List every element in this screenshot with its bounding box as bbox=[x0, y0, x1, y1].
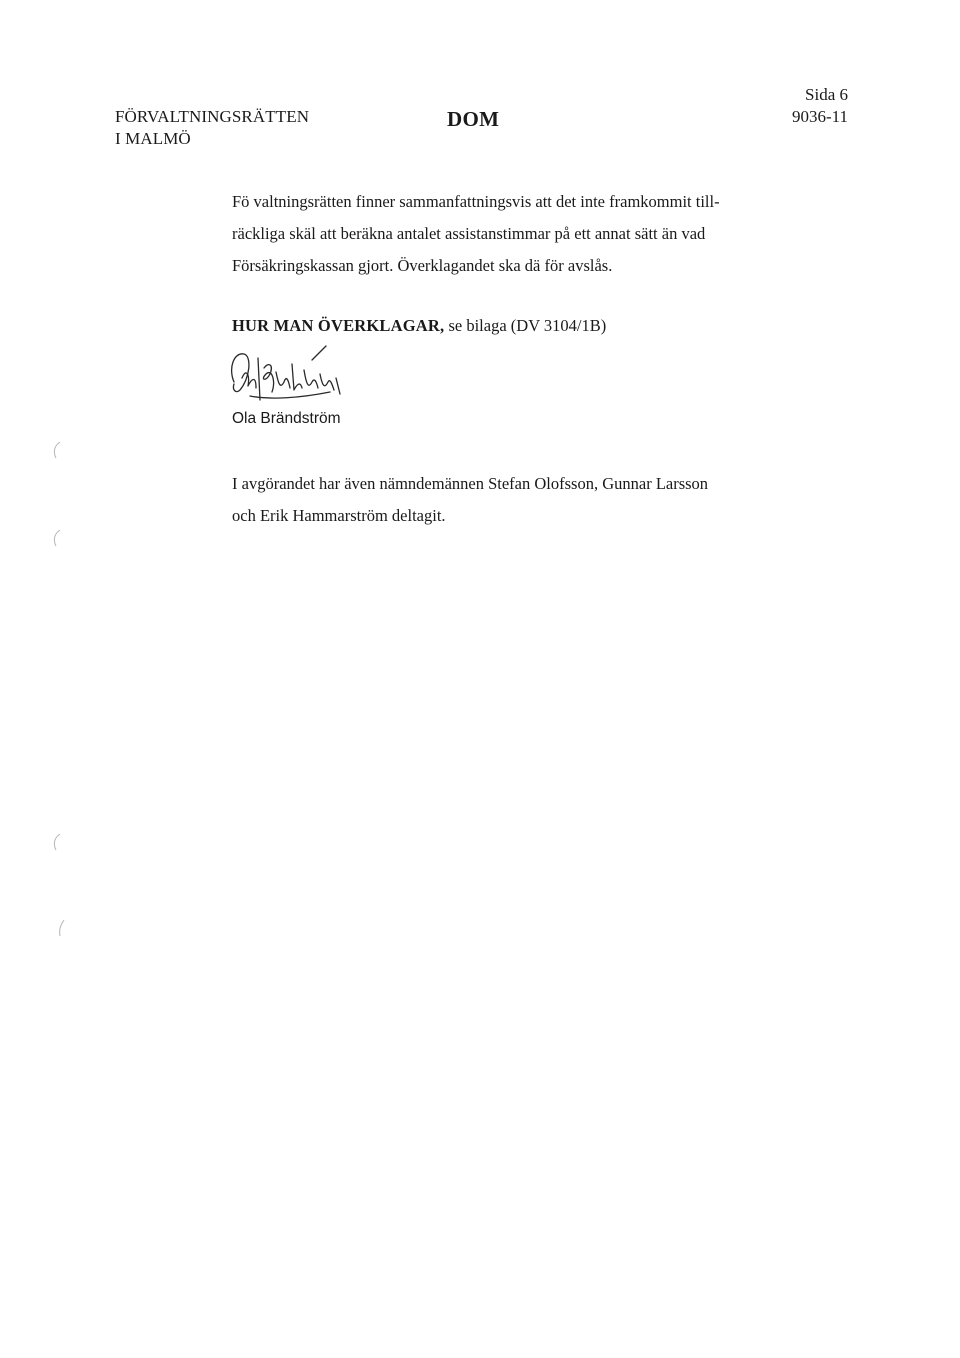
scan-mark bbox=[50, 832, 64, 852]
document-type: DOM bbox=[447, 107, 500, 131]
conclusion-paragraph bbox=[232, 186, 792, 282]
signer-name: Ola Brändström bbox=[232, 410, 341, 427]
court-name-line2: I MALMÖ bbox=[115, 129, 191, 148]
page-number: Sida 6 bbox=[805, 85, 848, 104]
conclusion-line: Försäkringskassan gjort. Överklagandet ska dä för avslås. bbox=[232, 256, 613, 275]
page-info bbox=[792, 84, 848, 128]
scan-mark bbox=[50, 528, 64, 548]
appeal-heading: HUR MAN ÖVERKLAGAR, bbox=[232, 316, 445, 335]
lay-judges-line: I avgörandet har även nämndemännen Stefan Olofsson, Gunnar Larsson bbox=[232, 474, 709, 493]
lay-judges-line: och Erik Hammarström deltagit. bbox=[232, 506, 446, 525]
scan-mark bbox=[54, 918, 68, 938]
handwritten-signature bbox=[220, 338, 350, 418]
scan-mark bbox=[50, 440, 64, 460]
case-number: 9036-11 bbox=[791, 107, 848, 126]
court-name bbox=[115, 106, 309, 150]
conclusion-line: Fö valtningsrätten finner sammanfattningsvis att det inte framkommit till- bbox=[232, 192, 720, 211]
appeal-reference: se bilaga (DV 3104/1B) bbox=[444, 316, 607, 335]
appeal-instructions bbox=[232, 314, 606, 338]
court-name-line1: FÖRVALTNINGSRÄTTEN bbox=[115, 107, 310, 126]
conclusion-line: räckliga skäl att beräkna antalet assistanstimmar på ett annat sätt än vad bbox=[232, 224, 706, 243]
lay-judges-paragraph bbox=[232, 468, 792, 532]
